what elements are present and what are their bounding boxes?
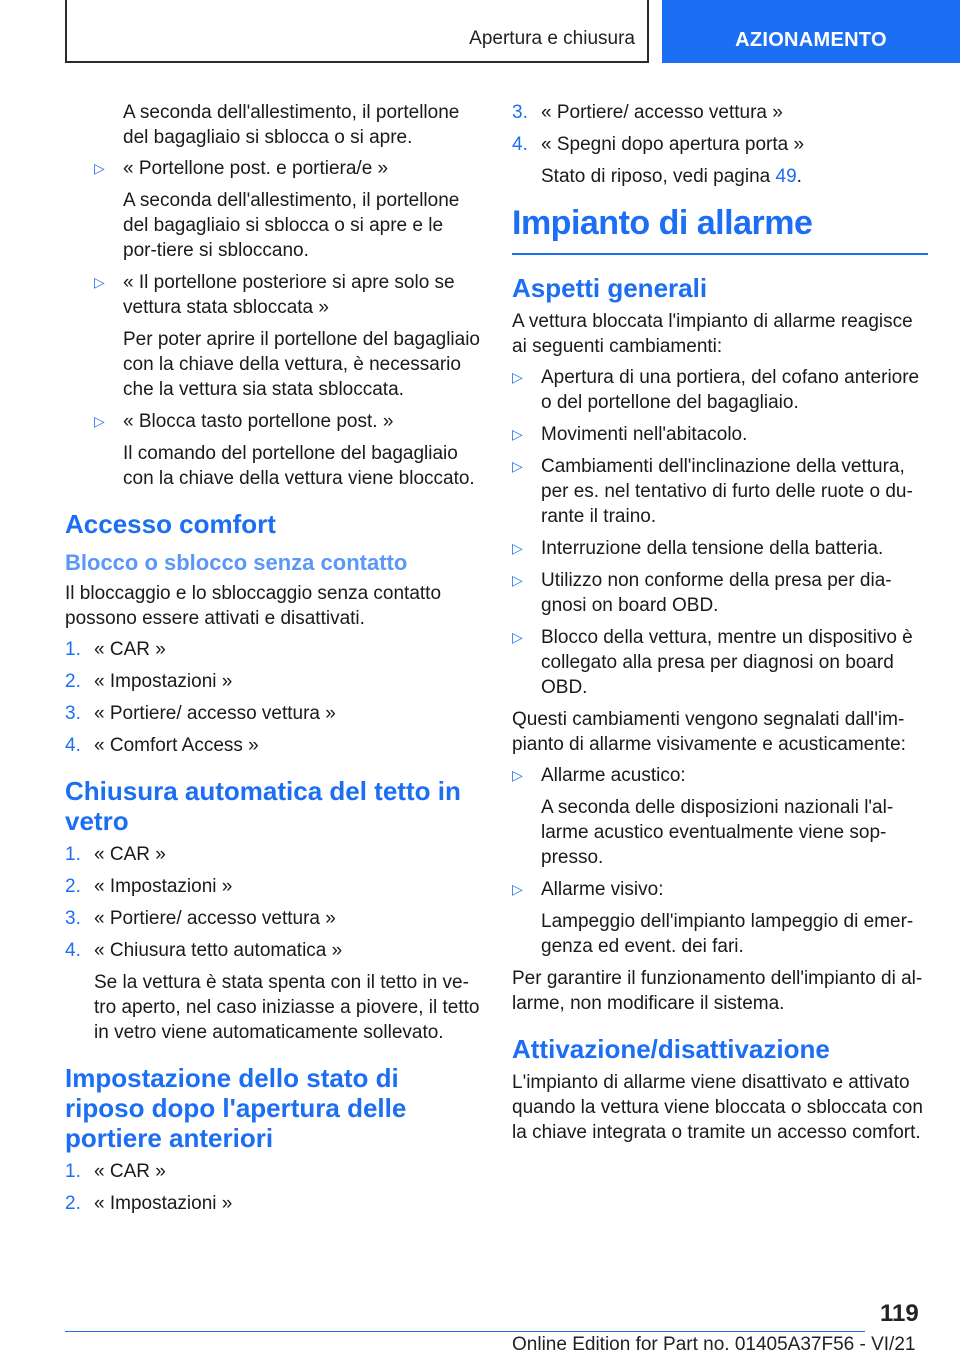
list-item bbox=[512, 365, 928, 415]
warning-text: Per garantire il funzionamento dell'impianto di al-larme, non modificare il sistema. bbox=[512, 968, 923, 1014]
step-text: « Chiusura tetto automatica » bbox=[94, 940, 343, 961]
signal-desc: A seconda delle disposizioni nazionali l'al-larme acustico eventualmente viene sop-presso. bbox=[541, 797, 894, 868]
comfort-subheading: Blocco o sblocco senza contatto bbox=[65, 550, 408, 575]
signal-desc: Lampeggio dell'impianto lampeggio di emer-genza ed event. dei fari. bbox=[541, 911, 914, 957]
signals-list bbox=[512, 763, 928, 959]
step-number: 3. bbox=[65, 908, 81, 929]
option-label: « Blocca tasto portellone post. » bbox=[123, 411, 394, 432]
section-title: Apertura e chiusura bbox=[469, 28, 635, 49]
option-label: « Il portellone posteriore si apre solo se vettura stata sbloccata » bbox=[123, 272, 455, 318]
step-item bbox=[512, 100, 928, 125]
list-item bbox=[94, 409, 480, 434]
list-item bbox=[512, 422, 928, 447]
triangle-bullet-icon: ▷ bbox=[512, 572, 523, 588]
step-text: « CAR » bbox=[94, 1161, 166, 1182]
activation-heading: Attivazione/disattivazione bbox=[512, 1034, 830, 1064]
list-item bbox=[512, 763, 928, 788]
triangle-bullet-icon: ▷ bbox=[512, 369, 523, 385]
alarm-heading: Impianto di allarme bbox=[512, 203, 928, 255]
step-text: « Impostazioni » bbox=[94, 671, 233, 692]
step-text: « CAR » bbox=[94, 639, 166, 660]
activation-text: L'impianto di allarme viene disattivato e attivato quando la vettura viene bloccata o sbloccata con la chiave integrata o tramite un accesso comfort. bbox=[512, 1072, 923, 1143]
step-number: 1. bbox=[65, 639, 81, 660]
triangle-bullet-icon: ▷ bbox=[94, 160, 105, 176]
roof-heading: Chiusura automatica del tetto in vetro bbox=[65, 776, 461, 836]
list-item bbox=[512, 625, 928, 700]
triangle-bullet-icon: ▷ bbox=[512, 426, 523, 442]
list-text: Movimenti nell'abitacolo. bbox=[541, 424, 748, 445]
signal-label: Allarme acustico: bbox=[541, 765, 686, 786]
triangle-bullet-icon: ▷ bbox=[512, 881, 523, 897]
rest-steps-continued bbox=[512, 100, 928, 189]
step-text: « Comfort Access » bbox=[94, 735, 259, 756]
step-item bbox=[65, 669, 480, 694]
list-text: Blocco della vettura, mentre un dispositivo è collegato alla presa per diagnosi on board OBD. bbox=[541, 627, 913, 698]
rest-note bbox=[541, 164, 928, 189]
step-item bbox=[65, 842, 480, 867]
intro-text: A seconda dell'allestimento, il portellone del bagagliaio si sblocca o si apre. bbox=[123, 102, 460, 148]
list-item bbox=[512, 454, 928, 529]
step-item bbox=[65, 906, 480, 931]
roof-steps bbox=[65, 842, 480, 1045]
step-text: « CAR » bbox=[94, 844, 166, 865]
rest-heading: Impostazione dello stato di riposo dopo l'apertura delle portiere anteriori bbox=[65, 1063, 407, 1153]
list-item bbox=[512, 568, 928, 618]
list-item bbox=[94, 270, 480, 320]
step-number: 4. bbox=[512, 134, 528, 155]
footer-divider bbox=[65, 1331, 865, 1332]
right-column bbox=[512, 100, 928, 1151]
triangle-bullet-icon: ▷ bbox=[94, 274, 105, 290]
rest-note-prefix: Stato di riposo, vedi pagina bbox=[541, 166, 776, 187]
list-item bbox=[512, 877, 928, 902]
triangle-bullet-icon: ▷ bbox=[512, 540, 523, 556]
general-text: A vettura bloccata l'impianto di allarme reagisce ai seguenti cambiamenti: bbox=[512, 311, 913, 357]
step-text: « Impostazioni » bbox=[94, 1193, 233, 1214]
step-text: « Portiere/ accesso vettura » bbox=[541, 102, 783, 123]
triangle-bullet-icon: ▷ bbox=[512, 458, 523, 474]
option-text: Il comando del portellone del bagagliaio con la chiave della vettura viene bloccato. bbox=[123, 443, 475, 489]
step-item bbox=[65, 938, 480, 963]
list-text: Utilizzo non conforme della presa per dia-gnosi on board OBD. bbox=[541, 570, 892, 616]
left-column bbox=[65, 100, 480, 1223]
step-number: 4. bbox=[65, 735, 81, 756]
triangle-bullet-icon: ▷ bbox=[94, 413, 105, 429]
step-text: « Portiere/ accesso vettura » bbox=[94, 908, 336, 929]
step-item bbox=[65, 874, 480, 899]
list-item bbox=[94, 156, 480, 181]
list-text: Cambiamenti dell'inclinazione della vettura, per es. nel tentativo di furto delle ruote o du-rante il traino. bbox=[541, 456, 913, 527]
rest-steps bbox=[65, 1159, 480, 1216]
step-number: 4. bbox=[65, 940, 81, 961]
step-item bbox=[512, 132, 928, 157]
list-text: Apertura di una portiera, del cofano anteriore o del portellone del bagagliaio. bbox=[541, 367, 920, 413]
step-item bbox=[65, 733, 480, 758]
comfort-steps bbox=[65, 637, 480, 758]
general-heading: Aspetti generali bbox=[512, 273, 708, 303]
edition-footer: Online Edition for Part no. 01405A37F56 - VI/21 bbox=[512, 1334, 916, 1355]
step-text: « Spegni dopo apertura porta » bbox=[541, 134, 805, 155]
changes-list bbox=[512, 365, 928, 700]
comfort-heading: Accesso comfort bbox=[65, 509, 276, 539]
rest-note-suffix: . bbox=[796, 166, 802, 187]
step-item bbox=[65, 1159, 480, 1184]
triangle-bullet-icon: ▷ bbox=[512, 767, 523, 783]
chapter-tab[interactable]: AZIONAMENTO bbox=[662, 0, 960, 63]
step-text: « Impostazioni » bbox=[94, 876, 233, 897]
step-number: 3. bbox=[512, 102, 528, 123]
comfort-text: Il bloccaggio e lo sbloccaggio senza contatto possono essere attivati e disattivati. bbox=[65, 583, 442, 629]
step-text: « Portiere/ accesso vettura » bbox=[94, 703, 336, 724]
option-label: « Portellone post. e portiera/e » bbox=[123, 158, 389, 179]
step-item bbox=[65, 637, 480, 662]
step-item bbox=[65, 701, 480, 726]
step-number: 1. bbox=[65, 1161, 81, 1182]
page-number: 119 bbox=[880, 1300, 919, 1327]
signal-text: Questi cambiamenti vengono segnalati dall'im-pianto di allarme visivamente e acusticamente: bbox=[512, 709, 906, 755]
step-number: 2. bbox=[65, 1193, 81, 1214]
signal-label: Allarme visivo: bbox=[541, 879, 664, 900]
step-number: 3. bbox=[65, 703, 81, 724]
list-text: Interruzione della tensione della batteria. bbox=[541, 538, 884, 559]
roof-note: Se la vettura è stata spenta con il tetto in ve-tro aperto, nel caso iniziasse a piovere, il tetto in vetro viene automaticamente sollevato. bbox=[94, 972, 480, 1043]
step-item bbox=[65, 1191, 480, 1216]
option-text: A seconda dell'allestimento, il portellone del bagagliaio si sblocca o si apre e le por-tiere si sbloccano. bbox=[123, 190, 460, 261]
option-text: Per poter aprire il portellone del bagagliaio con la chiave della vettura, è necessario che la vettura sia stata sbloccata. bbox=[123, 329, 481, 400]
triangle-bullet-icon: ▷ bbox=[512, 629, 523, 645]
step-number: 1. bbox=[65, 844, 81, 865]
list-item bbox=[512, 536, 928, 561]
step-number: 2. bbox=[65, 671, 81, 692]
option-list bbox=[94, 156, 480, 491]
page-link[interactable]: 49 bbox=[775, 166, 797, 187]
step-number: 2. bbox=[65, 876, 81, 897]
